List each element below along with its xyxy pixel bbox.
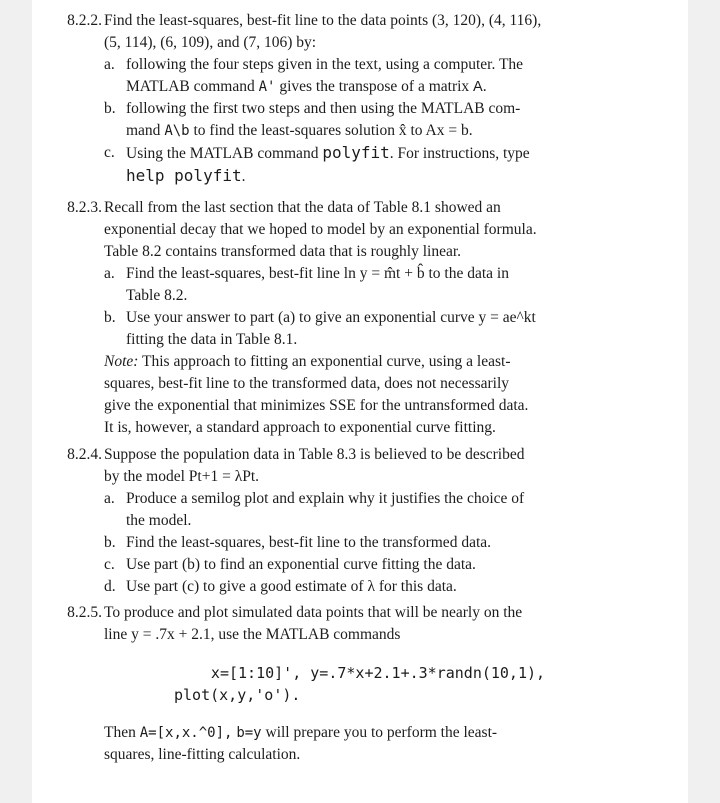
- part-b: b. Find the least-squares, best-fit line to the transformed data.: [104, 534, 492, 551]
- part-a: a. Produce a semilog plot and explain why it justifies the choice of the model.: [104, 490, 525, 529]
- exercise-8-2-2: [67, 10, 652, 188]
- text-line: line y = .7x + 2.1, use the MATLAB commands: [104, 626, 401, 643]
- part-b: b. following the first two steps and then using the MATLAB com- mand A\b to find the least-squares solution x̂ to Ax = b.: [104, 100, 521, 139]
- part-a: a. following the four steps given in the text, using a computer. The MATLAB command A' gives the transpose of a matrix A.: [104, 56, 524, 95]
- part-a: a. Find the least-squares, best-fit line ln y = m̂t + b̂ to the data in Table 8.2.: [104, 265, 509, 304]
- text-line: Recall from the last section that the data of Table 8.1 showed an: [104, 199, 501, 216]
- note: Note: This approach to fitting an exponential curve, using a least- squares, best-fit line to the transformed data, does not necessarily give the exponential that minimizes SSE for the untransformed data. It is, however, a standard approach to exponential curve fitting.: [104, 353, 529, 436]
- code-line: x=[1:10]', y=.7*x+2.1+.3*randn(10,1),: [210, 664, 546, 682]
- text-line: exponential decay that we hoped to model by an exponential formula.: [104, 221, 537, 238]
- part-c: c. Use part (b) to find an exponential curve fitting the data.: [104, 556, 476, 573]
- exercise-number: 8.2.5.: [67, 604, 102, 621]
- text-line: To produce and plot simulated data points that will be nearly on the: [104, 604, 523, 621]
- text-line: squares, line-fitting calculation.: [104, 746, 301, 763]
- text-line: Suppose the population data in Table 8.3 is believed to be described: [104, 446, 525, 463]
- exercise-number: 8.2.2.: [67, 12, 102, 29]
- text-line: Table 8.2 contains transformed data that is roughly linear.: [104, 243, 462, 260]
- part-b: b. Use your answer to part (a) to give an exponential curve y = ae^kt fitting the data in Table 8.1.: [104, 309, 536, 348]
- code-line: plot(x,y,'o').: [174, 686, 301, 704]
- part-d: d. Use part (c) to give a good estimate of λ for this data.: [104, 578, 457, 595]
- text-line: by the model Pt+1 = λPt.: [104, 468, 260, 485]
- text-line: Then A=[x,x.^0], b=y will prepare you to perform the least-: [104, 724, 498, 741]
- document-page: [32, 0, 688, 803]
- exercise-8-2-4: [67, 444, 652, 598]
- text-line: Find the least-squares, best-fit line to the data points (3, 120), (4, 116),: [104, 12, 542, 29]
- exercise-8-2-3: [67, 197, 652, 439]
- text-line: (5, 114), (6, 109), and (7, 106) by:: [104, 34, 317, 51]
- part-c: c. Using the MATLAB command polyfit. For instructions, type help polyfit.: [104, 143, 530, 185]
- exercise-8-2-5: [67, 602, 652, 766]
- exercise-number: 8.2.4.: [67, 446, 102, 463]
- exercise-number: 8.2.3.: [67, 199, 102, 216]
